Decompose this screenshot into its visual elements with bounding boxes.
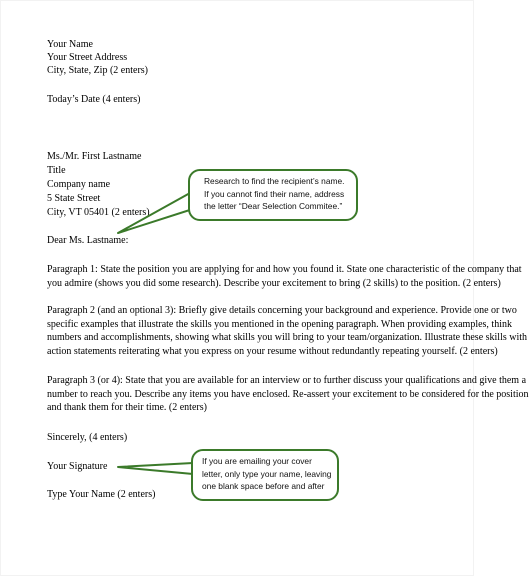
research-callout-line: the letter “Dear Selection Commitee.” — [204, 201, 343, 211]
salutation: Dear Ms. Lastname: — [47, 235, 129, 246]
paragraph-1-line: you admire (shows you did some research). Describe your excitement to bring (2 skills) to the position. (2 enters) — [47, 277, 501, 289]
email-callout-pointer — [118, 463, 193, 474]
recipient-city-line: City, VT 05401 (2 enters) — [47, 207, 150, 218]
email-callout-line: one blank space before and after — [202, 481, 325, 491]
research-callout-line: If you cannot find their name, address — [204, 188, 345, 199]
signature-line: Your Signature — [47, 461, 108, 472]
date-line: Today’s Date (4 enters) — [47, 94, 141, 105]
recipient-company: Company name — [47, 179, 111, 190]
email-callout — [191, 449, 339, 501]
recipient-name: Ms./Mr. First Lastname — [47, 151, 142, 162]
paragraph-3-line: and thank them for their time. (2 enters) — [47, 402, 207, 414]
paragraph-3-line: Paragraph 3 (or 4): State that you are available for an interview or to further discuss your qualifications and give them a — [47, 375, 527, 386]
paragraph-2-line: action statements reiterating what you express on your resume without redundantly repeating yourself. (2 enters) — [47, 346, 498, 358]
research-callout-line: Research to find the recipient’s name. — [204, 176, 345, 186]
sender-city-line: City, State, Zip (2 enters) — [47, 65, 148, 76]
recipient-title: Title — [47, 165, 66, 176]
sender-street: Your Street Address — [47, 52, 128, 63]
paragraph-1-line: Paragraph 1: State the position you are applying for and how you found it. State one characteristic of the company that — [47, 264, 522, 275]
research-callout — [188, 169, 358, 221]
sender-name: Your Name — [47, 39, 93, 50]
email-callout-line: letter, only type your name, leaving — [202, 468, 332, 479]
paragraph-2-line: numbers and accomplishments, showing what skills you will bring to your team/organization. Illustrate these skills with — [47, 332, 528, 344]
research-callout-pointer — [118, 193, 196, 233]
email-callout-line: If you are emailing your cover — [202, 456, 312, 466]
closing: Sincerely, (4 enters) — [47, 432, 128, 443]
paragraph-2-line: specific examples that illustrate the skills you mentioned in the opening paragraph. When providing examples, think — [47, 318, 512, 330]
paragraph-2-line: Paragraph 2 (and an optional 3): Briefly give details concerning your background and experience. Provide one or two — [47, 305, 517, 316]
recipient-street: 5 State Street — [47, 193, 101, 204]
typed-name-line: Type Your Name (2 enters) — [47, 489, 156, 500]
paragraph-3-line: number to reach you. Describe any items you have enclosed. Re-assert your excitement to be considered for the position — [47, 388, 529, 400]
